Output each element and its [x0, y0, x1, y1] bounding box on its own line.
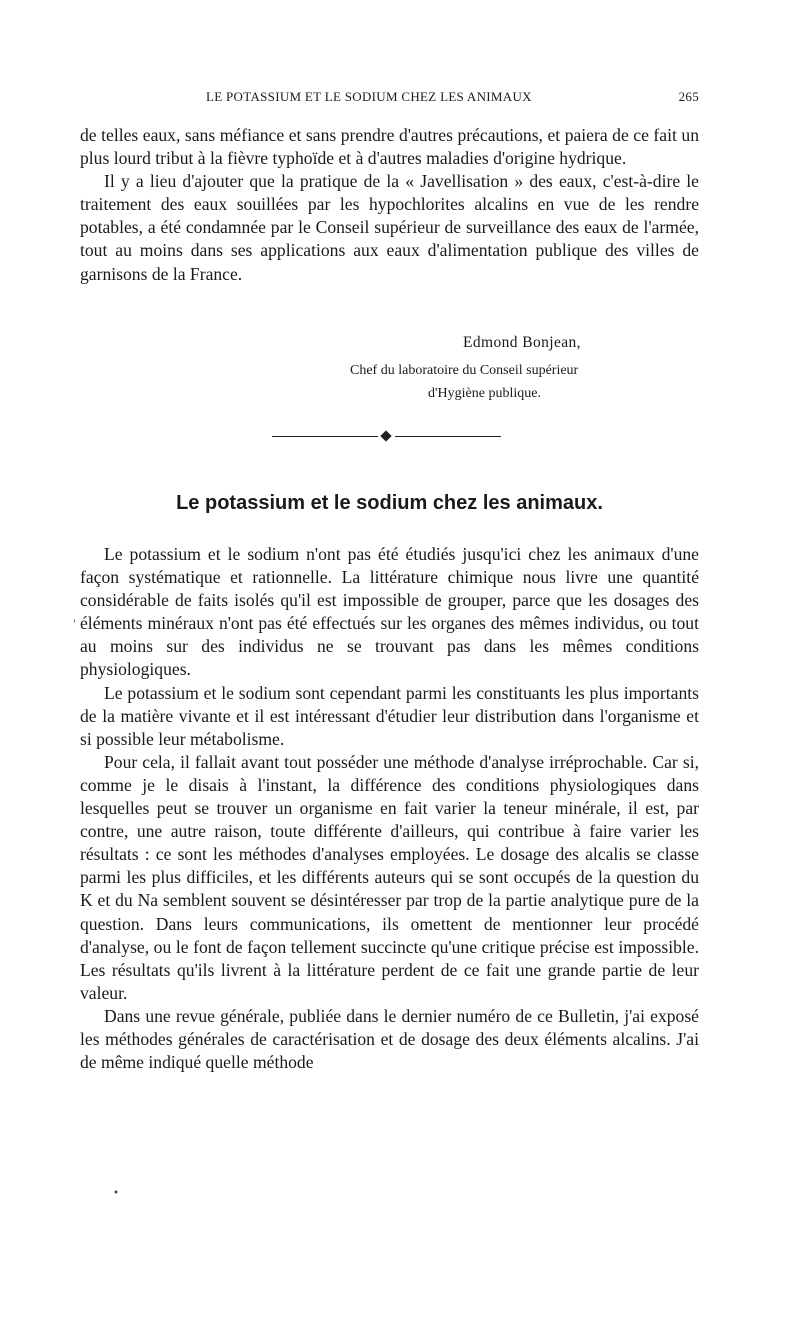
author-role-line-1: Chef du laboratoire du Conseil supérieur	[350, 363, 579, 378]
author-name: Edmond Bonjean,	[463, 334, 581, 351]
section-divider	[272, 430, 501, 442]
previous-article-text	[80, 124, 699, 286]
diamond-ornament-icon	[380, 430, 391, 441]
page-number: 265	[678, 89, 699, 104]
running-title: LE POTASSIUM ET LE SODIUM CHEZ LES ANIMAUX	[206, 89, 532, 104]
divider-line-right	[395, 436, 501, 437]
article-title: Le potassium et le sodium chez les animaux.	[176, 492, 603, 514]
paragraph: Pour cela, il fallait avant tout posséder une méthode d'analyse irréprochable. Car si, comme je le disais à l'instant, la différence des conditions physiologiques dans lesquelles peut se trouver un organisme en fait varier la teneur minérale, il est, par contre, une autre raison, toute différente d'ailleurs, qui contribue à faire varier les résultats : ce sont les méthodes d'analyses employées. Le dosage des alcalis se classe parmi les plus difficiles, et les différents auteurs qui se sont occupés de la question du K et du Na semblent souvent se désintéresser par trop de la partie analytique pure de la question. Dans leurs communications, ils omettent de mentionner leur procédé d'analyse, ou le font de façon tellement succincte qu'une critique précise est impossible. Les résultats qu'ils livrent à la littérature perdent de ce fait une grande partie de leur valeur.	[80, 751, 699, 1003]
article-body	[80, 543, 699, 1074]
running-head	[80, 89, 699, 111]
author-role-line-2: d'Hygiène publique.	[428, 386, 541, 401]
paragraph: de telles eaux, sans méfiance et sans prendre d'autres précautions, et paiera de ce fait un plus lourd tribut à la fièvre typhoïde et à d'autres maladies d'origine hydrique.	[80, 125, 699, 169]
paragraph: Le potassium et le sodium n'ont pas été étudiés jusqu'ici chez les animaux d'une façon systématique et rationnelle. La littérature chimique nous livre une quantité considérable de faits isolés qu'il est impossible de grouper, parce que les dosages des éléments minéraux n'ont pas été effectués sur les organes des mêmes individus, ou tout au moins sur des individus ne se trouvant pas dans les mêmes conditions physiologiques.	[80, 544, 699, 680]
paragraph: Il y a lieu d'ajouter que la pratique de la « Javellisation » des eaux, c'est-à-dire le traitement des eaux souillées par les hypochlorites alcalins en vue de les rendre potables, a été condamnée par le Conseil supérieur de surveillance des eaux de l'armée, tout au moins dans ses applications aux eaux d'alimentation publique des villes de garnisons de la France.	[80, 171, 699, 284]
margin-speck: •	[113, 1188, 119, 1199]
paragraph: Dans une revue générale, publiée dans le dernier numéro de ce Bulletin, j'ai exposé les méthodes générales de caractérisation et de dosage des deux éléments alcalins. J'ai de même indiqué quelle méthode	[80, 1005, 699, 1073]
divider-line-left	[272, 436, 378, 437]
paragraph: Le potassium et le sodium sont cependant parmi les constituants les plus importants de la matière vivante et il est intéressant d'étudier leur distribution dans l'organisme et si possible leur métabolisme.	[80, 682, 699, 749]
margin-speck: '	[73, 619, 76, 630]
